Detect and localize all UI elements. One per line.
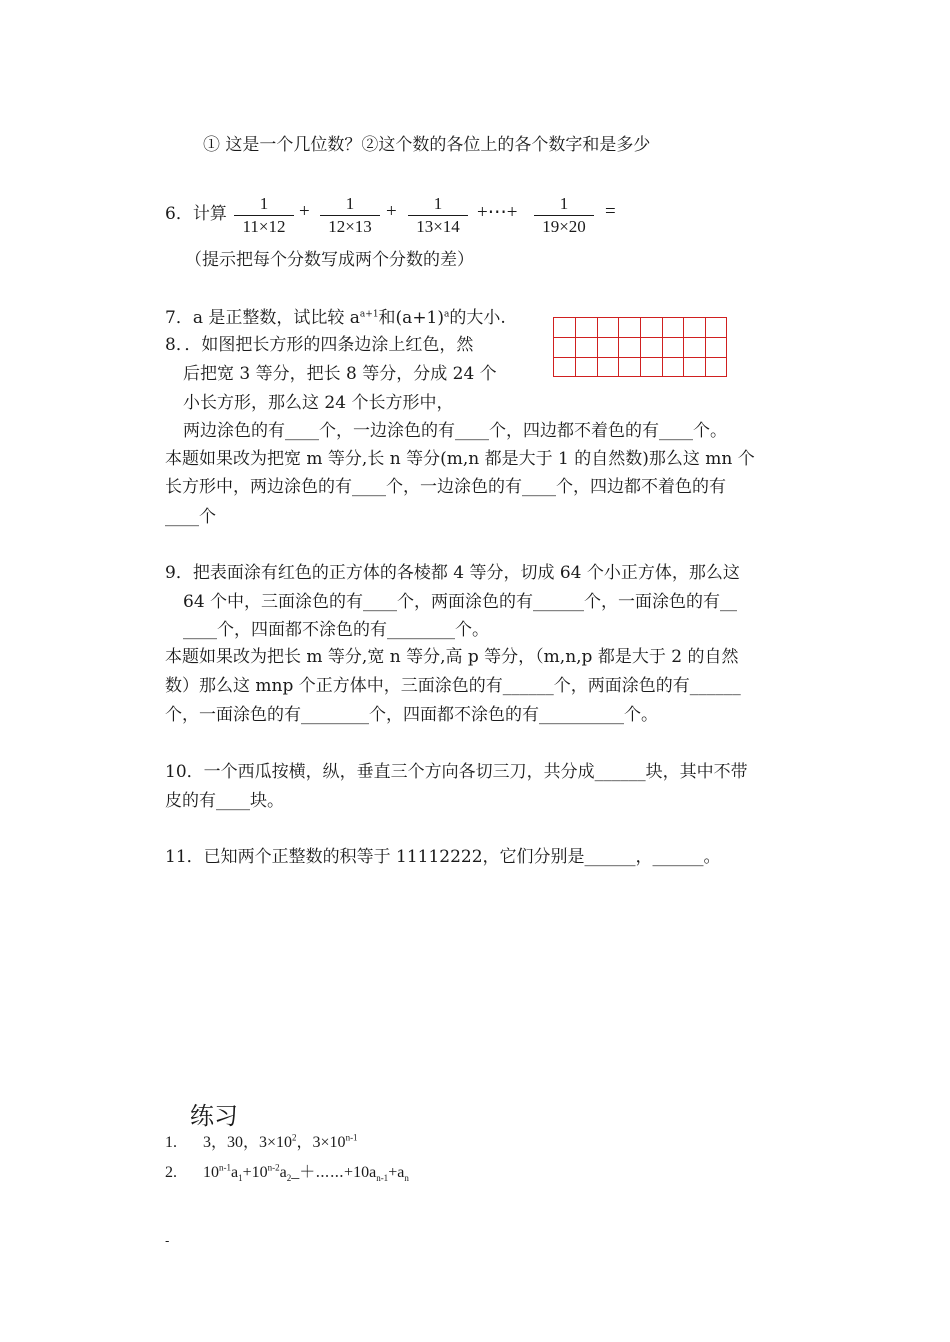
fraction-1-denominator: 11×12 [242, 217, 286, 236]
q8-line-5: 本题如果改为把宽 m 等分,长 n 等分(m,n 都是大于 1 的自然数)那么这 mn 个 [165, 449, 755, 469]
answer-2-text-2: a [231, 1164, 239, 1181]
fraction-1 [232, 193, 296, 238]
practice-heading: 练习 [190, 1102, 238, 1130]
q9-line-6: 个，一面涂色的有________个，四面都不涂色的有__________个。 [165, 705, 658, 725]
fraction-3 [406, 193, 470, 238]
answer-2-sub-2: 2 [286, 1173, 292, 1184]
answer-2-sub-1: 1 [238, 1173, 243, 1184]
answer-1 [165, 1129, 358, 1152]
answer-2-text-5: _＋⋯⋯+10a [291, 1164, 377, 1181]
fraction-1-numerator: 1 [259, 194, 269, 213]
answer-2-sub-4: n [404, 1173, 409, 1184]
answer-1-text-2: ，3×10 [296, 1134, 346, 1151]
q7-mid: 和(a+1) [378, 308, 445, 328]
q7-text [165, 306, 506, 330]
q9-line-3: ____个，四面都不涂色的有________个。 [183, 620, 489, 640]
plus-sign-2: + [386, 201, 397, 222]
q10-line-2: 皮的有____块。 [165, 791, 284, 811]
answer-1-number: 1. [165, 1134, 177, 1151]
q8-line-7: ____个 [165, 507, 216, 527]
q5-subquestions: ① 这是一个几位数？②这个数的各位上的各个数字和是多少 [203, 135, 651, 155]
q6-label: 6．计算 [165, 204, 227, 224]
q8-line-6: 长方形中，两边涂色的有____个，一边涂色的有____个，四边都不着色的有 [165, 477, 726, 497]
fraction-4-denominator: 19×20 [542, 217, 586, 236]
fraction-2 [318, 193, 382, 238]
answer-2-text-3: +10 [242, 1164, 268, 1181]
q9-line-2: 64 个中，三面涂色的有____个，两面涂色的有______个，一面涂色的有__ [183, 592, 738, 612]
answer-1-exp-1: 2 [292, 1132, 297, 1143]
q7-post: 的大小. [449, 308, 506, 328]
answer-1-exp-2: n-1 [345, 1132, 358, 1143]
answer-2-number: 2. [165, 1164, 177, 1181]
q11-text: 11．已知两个正整数的积等于 11112222，它们分别是______，______。 [165, 847, 721, 867]
q7-exponent-1: a+1 [359, 309, 379, 320]
q8-line-4: 两边涂色的有____个，一边涂色的有____个，四边都不着色的有____个。 [183, 421, 727, 441]
plus-ellipsis: +⋯+ [477, 202, 518, 223]
fraction-4 [532, 193, 596, 238]
q6-hint: （提示把每个分数写成两个分数的差） [185, 250, 474, 270]
answer-2 [165, 1159, 409, 1182]
footer-mark: - [165, 1234, 170, 1249]
fraction-3-numerator: 1 [433, 194, 443, 213]
q8-line-1: 8．．如图把长方形的四条边涂上红色，然 [165, 335, 474, 355]
equals-sign: = [605, 201, 616, 222]
answer-2-text-6: +a [388, 1164, 405, 1181]
answer-2-text-1: 10 [203, 1164, 219, 1181]
q10-line-1: 10．一个西瓜按横，纵，垂直三个方向各切三刀，共分成______块，其中不带 [165, 762, 748, 782]
fraction-2-numerator: 1 [345, 194, 355, 213]
fraction-2-denominator: 12×13 [328, 217, 372, 236]
answer-2-sub-3: n-1 [376, 1173, 389, 1184]
rectangle-grid-figure [553, 317, 727, 377]
plus-sign-1: + [299, 201, 310, 222]
q8-line-2: 后把宽 3 等分，把长 8 等分，分成 24 个 [183, 364, 497, 384]
answer-2-exp-2: n-2 [267, 1162, 280, 1173]
fraction-4-numerator: 1 [559, 194, 569, 213]
q7-pre: 7．a 是正整数，试比较 a [165, 308, 360, 328]
q8-line-3: 小长方形，那么这 24 个长方形中， [183, 393, 454, 413]
q9-line-5: 数）那么这 mnp 个正方体中，三面涂色的有______个，两面涂色的有______ [165, 676, 741, 696]
fraction-3-denominator: 13×14 [416, 217, 460, 236]
q9-line-4: 本题如果改为把长 m 等分,宽 n 等分,高 p 等分，（m,n,p 都是大于 2 的自然 [165, 647, 739, 667]
answer-1-text-1: 3，30，3×10 [203, 1134, 293, 1151]
answer-2-text-4: a [279, 1164, 287, 1181]
q9-line-1: 9．把表面涂有红色的正方体的各棱都 4 等分，切成 64 个小正方体，那么这 [165, 563, 740, 583]
answer-2-exp-1: n-1 [219, 1162, 231, 1173]
q7-exponent-2: a [444, 309, 450, 320]
